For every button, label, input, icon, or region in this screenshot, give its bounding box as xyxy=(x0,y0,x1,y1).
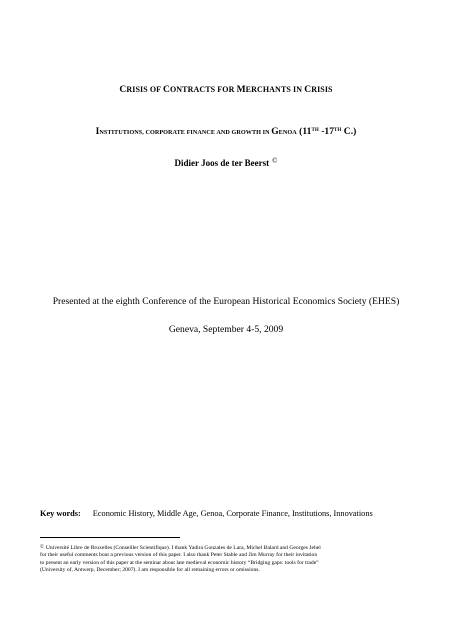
subtitle-enoa: ENOA xyxy=(278,129,297,136)
title-text-1: RISIS OF xyxy=(126,85,163,94)
title-text-3: ERCHANTS IN xyxy=(245,85,305,94)
author-line xyxy=(0,157,452,168)
title-cap-1: C xyxy=(119,85,127,95)
subtitle-cap-i: I xyxy=(95,127,100,137)
title-text-2: ONTRACTS FOR xyxy=(169,85,237,94)
footnote xyxy=(40,544,420,575)
place-date: Geneva, September 4-5, 2009 xyxy=(168,324,284,335)
title-text-4: RISIS xyxy=(311,85,333,94)
subtitle-end: .) xyxy=(350,127,357,137)
author-footnote-mark: © xyxy=(272,157,278,165)
footnote-line: to present an early version of this paper at the seminar about late medieval economic history “Bridging gaps: tools for trade” xyxy=(40,559,319,566)
footnote-mark: © xyxy=(40,545,44,550)
presented-statement: Presented at the eighth Conference of the European Historical Economics Society (EHES) xyxy=(52,296,400,307)
keywords-line xyxy=(40,509,430,518)
author-name: Didier Joos de ter Beerst xyxy=(174,158,270,168)
footnote-line: (University of, Antwerp, December; 2007). I am responsible for all remaining errors or omissions. xyxy=(40,567,260,574)
title-cap-3: M xyxy=(236,85,246,95)
subtitle-paren-open: (11 xyxy=(296,127,312,137)
paper-title xyxy=(0,85,452,95)
keywords-label: Key words: xyxy=(40,509,81,518)
subtitle-dash: -17 xyxy=(318,127,335,137)
title-cap-4: C xyxy=(304,85,312,95)
footnote-line-text: Université Libre de Bruxelles (Conseiller Scientifique). I thank Yadira Gonzales de Lara, Michel Balard and Georges Jehel xyxy=(45,545,321,551)
footnote-line: for their useful comments bout a previous version of this paper. I also thank Peter Stable and Jim Murray for their invitation xyxy=(40,552,318,559)
subtitle-text: NSTITUTIONS, CORPORATE FINANCE AND GROWTH IN xyxy=(99,129,272,136)
title-cap-2: C xyxy=(162,85,170,95)
subtitle-sup-2: TH xyxy=(334,127,342,133)
subtitle-sup-1: TH xyxy=(311,127,319,133)
keywords-text: Economic History, Middle Age, Genoa, Corporate Finance, Institutions, Innovations xyxy=(92,509,373,518)
footnote-divider xyxy=(40,537,180,538)
subtitle-c: C xyxy=(341,127,351,137)
subtitle-cap-g: G xyxy=(271,127,279,137)
paper-subtitle xyxy=(0,127,452,137)
